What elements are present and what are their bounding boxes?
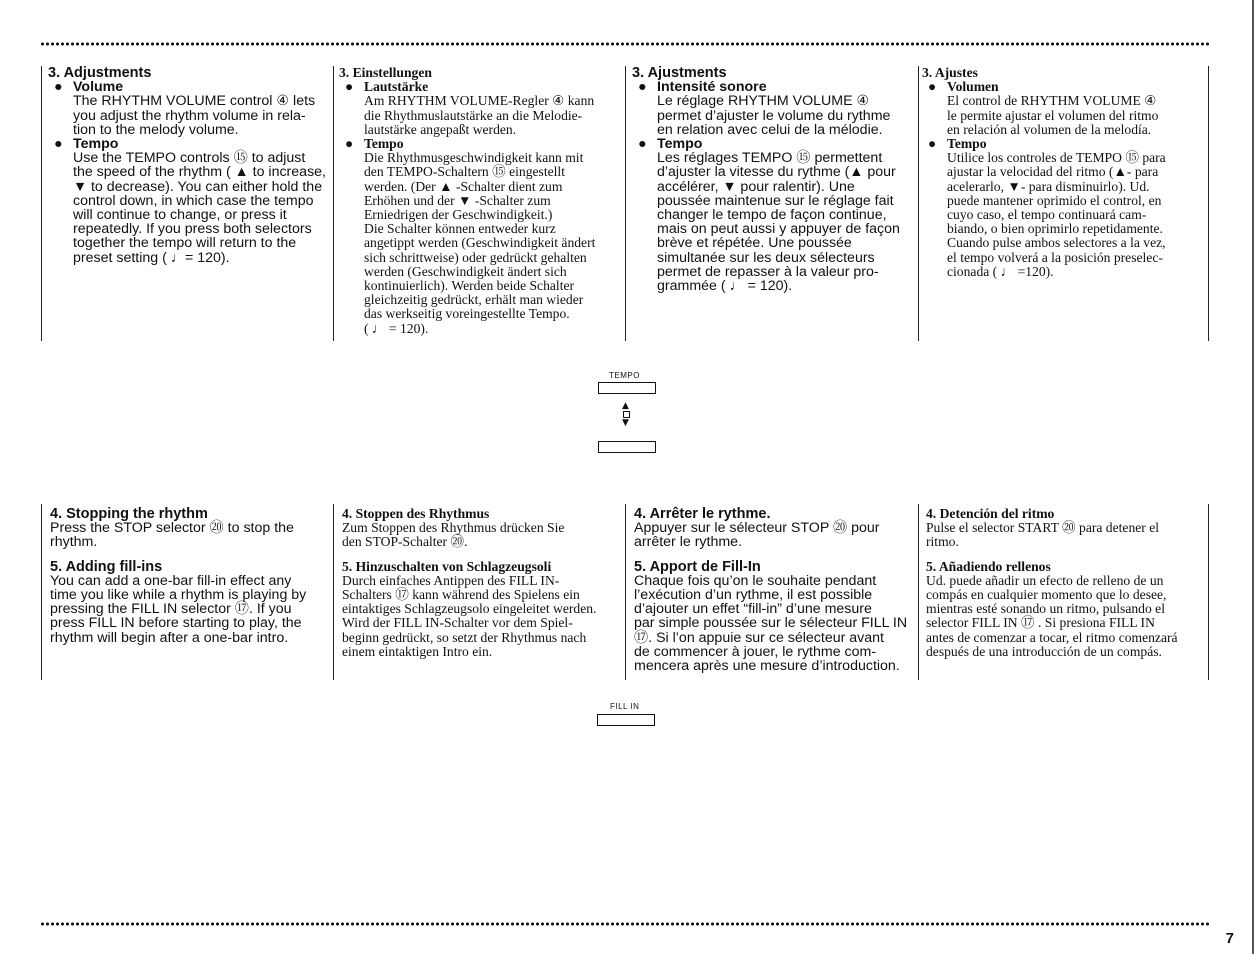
bullet-label: Tempo bbox=[73, 136, 119, 153]
bullet-icon: ● bbox=[345, 136, 354, 152]
section-heading: 4. Arrêter le rythme. bbox=[634, 506, 771, 522]
bullet-icon: ● bbox=[928, 136, 937, 152]
section-heading: 3. Ajustes bbox=[922, 65, 978, 80]
section-text: Ud. puede añadir un efecto de relleno de un compás en cualquier momento que lo desee, mientras esté sonando un ritmo, pulsando el selector FILL IN ⑰ . Si presiona FILL IN antes de comenzar a tocar, el ritmo comenzará después de una introducción de un compás. bbox=[926, 572, 1178, 659]
section-text: Durch einfaches Antippen des FILL IN- Schalters ⑰ kann während des Spielens ein eintaktiges Schlagzeugsolo eingeleitet werden. Wird der FILL IN-Schalter vor dem Spiel- beginn gedrückt, so setzt der Rhythmus nach einem eintaktigen Intro ein. bbox=[342, 572, 597, 659]
section-heading: 5. Hinzuschalten von Schlagzeugsoli bbox=[342, 558, 552, 574]
column-divider bbox=[41, 504, 42, 680]
tempo-indicator-box bbox=[623, 411, 630, 418]
bullet-icon: ● bbox=[638, 79, 647, 96]
fill-in-label: FILL IN bbox=[610, 702, 640, 711]
bullet-tempo bbox=[48, 137, 330, 151]
section-text: Press the STOP selector ⑳ to stop the rhythm. bbox=[50, 520, 294, 551]
column-divider bbox=[1208, 504, 1209, 680]
column-divider bbox=[1208, 66, 1209, 341]
bullet-label: Tempo bbox=[364, 136, 404, 152]
bullet-icon: ● bbox=[345, 79, 354, 95]
section-heading: 3. Adjustments bbox=[48, 65, 152, 81]
section-heading: 4. Stopping the rhythm bbox=[50, 506, 208, 522]
page-number: 7 bbox=[1225, 930, 1234, 947]
bullet-text: Le réglage RHYTHM VOLUME ④ permet d’ajuster le volume du rythme en relation avec celui de la mélodie. bbox=[657, 93, 891, 138]
bullet-volume bbox=[48, 80, 330, 94]
bullet-tempo bbox=[922, 137, 1206, 151]
bullet-volume bbox=[922, 80, 1206, 94]
tempo-up-button bbox=[598, 382, 656, 394]
section-text: Appuyer sur le sélecteur STOP ⑳ pour arrêter le rythme. bbox=[634, 520, 880, 551]
section-text: Pulse el selector START ⑳ para detener el ritmo. bbox=[926, 520, 1160, 550]
section-heading: 3. Ajustments bbox=[632, 65, 727, 81]
stopping-fillin-de bbox=[342, 507, 624, 659]
column-divider bbox=[333, 504, 334, 680]
bullet-tempo bbox=[339, 137, 623, 151]
bullet-tempo bbox=[632, 137, 916, 151]
adjustments-de bbox=[339, 66, 623, 336]
column-divider bbox=[333, 66, 334, 341]
up-arrow-icon: ▲ bbox=[622, 401, 629, 411]
fill-in-button bbox=[597, 714, 655, 726]
bullet-text: Am RHYTHM VOLUME-Regler ④ kann die Rhythmuslautstärke an die Melodie- lautstärke angepaßt werden. bbox=[364, 93, 595, 137]
bullet-icon: ● bbox=[638, 136, 647, 153]
column-divider bbox=[625, 66, 626, 341]
bullet-label: Lautstärke bbox=[364, 79, 429, 95]
bullet-label: Volume bbox=[73, 79, 124, 96]
adjustments-en bbox=[48, 66, 330, 265]
section-text: Chaque fois qu’on le souhaite pendant l’exécution d’un rythme, il est possible d’ajouter un effet “fill-in” d’une mesure par simple poussée sur le sélecteur FILL IN ⑰. Si l’on appuie sur ce sélecteur avant de commencer à jouer, le rythme com- mencera après une mesure d’introduction. bbox=[634, 572, 908, 675]
column-divider bbox=[918, 66, 919, 341]
down-arrow-icon: ▼ bbox=[622, 418, 629, 428]
bullet-label: Tempo bbox=[947, 136, 987, 152]
section-heading: 5. Adding fill-ins bbox=[50, 558, 163, 575]
bullet-text: Use the TEMPO controls ⑮ to adjust the speed of the rhythm ( ▲ to increase, ▼ to decrease). You can either hold the control down, in which case the tempo will continue to change, or press it repeatedly. If you press both selectors together the tempo will return to the preset setting ( ♩= 120). bbox=[73, 150, 326, 266]
adjustments-fr bbox=[632, 66, 916, 293]
column-divider bbox=[41, 66, 42, 341]
top-dotted-rule bbox=[40, 42, 1210, 46]
section-text: Zum Stoppen des Rhythmus drücken Sie den STOP-Schalter ⑳. bbox=[342, 520, 565, 550]
section-heading: 5. Añadiendo rellenos bbox=[926, 558, 1051, 574]
bullet-volume bbox=[339, 80, 623, 94]
stopping-fillin-fr bbox=[634, 507, 918, 673]
bullet-label: Intensité sonore bbox=[657, 79, 767, 96]
bullet-text: Utilice los controles de TEMPO ⑮ para ajustar la velocidad del ritmo (▲- para acelerarlo, ▼- para disminuirlo). Ud. puede mantener oprimido el control, en cuyo caso, el tempo continuará cam- biando, o bien oprimirlo repetidamente. Cuando pulse ambos selectores a la vez, el tempo volverá a la posición preselec- cionada ( ♩ =120). bbox=[947, 150, 1166, 279]
bullet-text: El control de RHYTHM VOLUME ④ le permite ajustar el volumen del ritmo en relación al volumen de la melodía. bbox=[947, 93, 1159, 137]
bullet-text: Die Rhythmusgeschwindigkeit kann mit den TEMPO-Schaltern ⑮ eingestellt werden. (Der ▲ -Schalter dient zum Erhöhen und der ▼ -Schalter zum Erniedrigen der Geschwindigkeit.) Die Schalter können entweder kurz angetippt werden (Geschwindigkeit ändert sich schrittweise) oder gedrückt gehalten werden (Geschwindigkeit ändert sich kontinuierlich). Werden beide Schalter gleichzeitig gedrückt, erhält man wieder das werkseitig voreingestellte Tempo. ( ♩ = 120). bbox=[364, 150, 596, 336]
bullet-icon: ● bbox=[928, 79, 937, 95]
tempo-label: TEMPO bbox=[609, 371, 640, 380]
section-text: You can add a one-bar fill-in effect any time you like while a rhythm is playing by pressing the FILL IN selector ⑰. If you press FILL IN before starting to play, the rhythm will begin after a one-bar intro. bbox=[50, 572, 307, 646]
adjustments-es bbox=[922, 66, 1206, 279]
bullet-label: Volumen bbox=[947, 79, 999, 95]
bullet-volume bbox=[632, 80, 916, 94]
bullet-label: Tempo bbox=[657, 136, 703, 153]
section-heading: 3. Einstellungen bbox=[339, 65, 432, 80]
stopping-fillin-es bbox=[926, 507, 1208, 659]
section-heading: 4. Detención del ritmo bbox=[926, 506, 1055, 521]
bullet-text: Les réglages TEMPO ⑮ permettent d’ajuster la vitesse du rythme (▲ pour accélérer, ▼ pour ralentir). Une poussée maintenue sur le réglage fait changer le tempo de façon continue, mais on peut aussi y appuyer de façon brève et répétée. Une poussée simultanée sur les deux sélecteurs permet de repasser à la valeur pro- grammée ( ♩ = 120). bbox=[657, 150, 900, 295]
column-divider bbox=[918, 504, 919, 680]
bullet-text: The RHYTHM VOLUME control ④ lets you adjust the rhythm volume in rela- tion to the melody volume. bbox=[73, 93, 316, 138]
section-heading: 5. Apport de Fill-In bbox=[634, 558, 761, 575]
tempo-down-button bbox=[598, 441, 656, 453]
column-divider bbox=[625, 504, 626, 680]
bullet-icon: ● bbox=[54, 136, 63, 153]
section-heading: 4. Stoppen des Rhythmus bbox=[342, 506, 490, 521]
bottom-dotted-rule bbox=[40, 922, 1210, 926]
bullet-icon: ● bbox=[54, 79, 63, 96]
stopping-fillin-en bbox=[50, 507, 330, 645]
